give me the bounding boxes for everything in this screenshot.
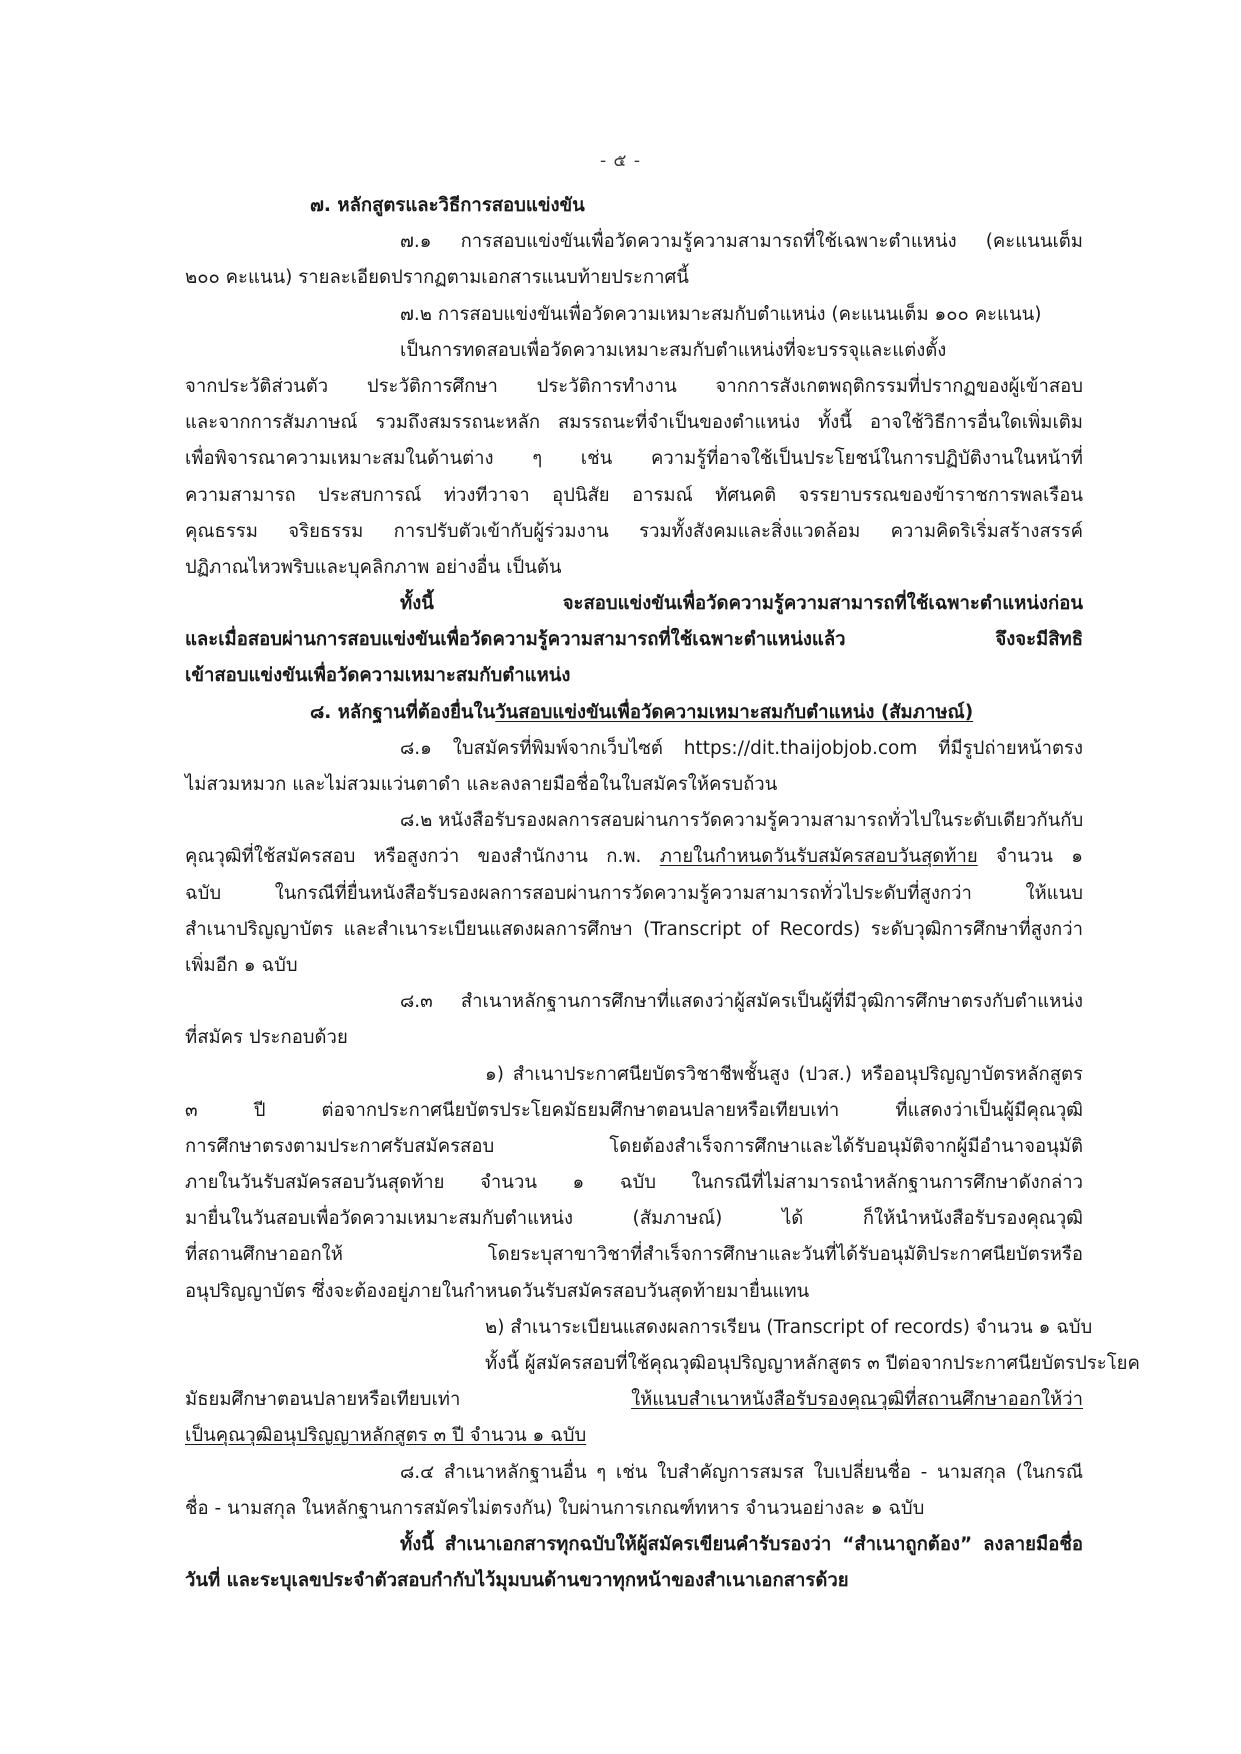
text-line [185,984,1083,1020]
text-span: ๘.๓ สำเนาหลักฐานการศึกษาที่แสดงว่าผู้สมัครเป็นผู้ที่มีวุฒิการศึกษาตรงกับตำแหน่ง [400,991,1083,1013]
text-line [185,260,1083,296]
text-span: ๘.๑ ใบสมัครที่พิมพ์จากเว็บไซต์ https://dit.thaijobjob.com ที่มีรูปถ่ายหน้าตรง [400,737,1083,759]
text-span: ทั้งนี้ จะสอบแข่งขันเพื่อวัดความรู้ความสามารถที่ใช้เฉพาะตำแหน่งก่อน [400,593,1083,615]
underlined-text: เป็นคุณวุฒิอนุปริญญาหลักสูตร ๓ ปี จำนวน ๑ ฉบับ [185,1425,587,1447]
text-span: ๒๐๐ คะแนน) รายละเอียดปรากฏตามเอกสารแนบท้ายประกาศนี้ [185,267,689,289]
underlined-text: วันสอบแข่งขันเพื่อวัดความเหมาะสมกับตำแหน่ง (สัมภาษณ์) [495,701,974,723]
text-line [185,1020,1083,1056]
text-line [185,695,1083,731]
text-line [185,912,1083,948]
text-span: ไม่สวมหมวก และไม่สวมแว่นตาดำ และลงลายมือชื่อในใบสมัครให้ครบถ้วน [185,774,778,795]
text-line [185,1201,1083,1237]
text-line [185,658,1083,694]
text-span: ๗.๒ การสอบแข่งขันเพื่อวัดความเหมาะสมกับตำแหน่ง (คะแนนเต็ม ๑๐๐ คะแนน) [400,303,1042,325]
text-span: ทั้งนี้ สำเนาเอกสารทุกฉบับให้ผู้สมัครเขียนคำรับรองว่า “สำเนาถูกต้อง” ลงลายมือชื่อ [400,1533,1083,1555]
text-span: และเมื่อสอบผ่านการสอบแข่งขันเพื่อวัดความรู้ความสามารถที่ใช้เฉพาะตำแหน่งแล้ว จึงจะมีสิทธิ [185,629,1083,651]
text-line [185,876,1083,912]
text-span: คุณวุฒิที่ใช้สมัครสอบ หรือสูงกว่า ของสำนักงาน ก.พ. [185,846,660,868]
text-span: เพิ่มอีก ๑ ฉบับ [185,954,298,976]
text-span: มายื่นในวันสอบเพื่อวัดความเหมาะสมกับตำแหน่ง (สัมภาษณ์) ได้ ก็ให้นำหนังสือรับรองคุณวุฒิ [185,1208,1083,1230]
text-line [185,405,1083,441]
text-line [185,803,1083,839]
text-line [185,1165,1083,1201]
text-span: วันที่ และระบุเลขประจำตัวสอบกำกับไว้มุมบนด้านขวาทุกหน้าของสำเนาเอกสารด้วย [185,1570,849,1592]
text-line [185,1527,1083,1563]
underlined-text: ให้แนบสำเนาหนังสือรับรองคุณวุฒิที่สถานศึกษาออกให้ว่า [631,1389,1083,1411]
text-span: จำนวน ๑ [977,846,1083,868]
text-span: ทั้งนี้ ผู้สมัครสอบที่ใช้คุณวุฒิอนุปริญญาหลักสูตร ๓ ปีต่อจากประกาศนียบัตรประโยค [485,1353,1140,1374]
text-span: ๘.๒ หนังสือรับรองผลการสอบผ่านการวัดความรู้ความสามารถทั่วไปในระดับเดียวกันกับ [400,810,1084,832]
text-span: เข้าสอบแข่งขันเพื่อวัดความเหมาะสมกับตำแหน่ง [185,665,571,687]
text-line [185,1129,1083,1165]
text-line [185,550,1083,586]
text-line [185,1491,1083,1527]
text-line [185,514,1083,550]
text-span: การศึกษาตรงตามประกาศรับสมัครสอบ โดยต้องสำเร็จการศึกษาและได้รับอนุมัติจากผู้มีอำนาจอนุมัติ [185,1135,1083,1157]
text-line [185,948,1083,984]
text-span: ที่สถานศึกษาออกให้ โดยระบุสาขาวิชาที่สำเร็จการศึกษาและวันที่ได้รับอนุมัติประกาศนียบัตรหรือ [185,1244,1083,1266]
text-line [185,1346,1140,1382]
text-span: ชื่อ - นามสกุล ในหลักฐานการสมัครไม่ตรงกัน) ใบผ่านการเกณฑ์ทหาร จำนวนอย่างละ ๑ ฉบับ [185,1497,925,1519]
text-span: เป็นการทดสอบเพื่อวัดความเหมาะสมกับตำแหน่งที่จะบรรจุและแต่งตั้ง [400,339,947,361]
text-span: มัธยมศึกษาตอนปลายหรือเทียบเท่า [185,1389,632,1411]
text-line [185,1382,1083,1418]
text-span: ๗. หลักสูตรและวิธีการสอบแข่งขัน [310,195,585,216]
text-line [185,1237,1083,1273]
text-span: และจากการสัมภาษณ์ รวมถึงสมรรถนะหลัก สมรรถนะที่จำเป็นของตำแหน่ง ทั้งนี้ อาจใช้วิธีการอื่นใดเพิ่มเติม [185,412,1083,434]
text-span: ๓ ปี ต่อจากประกาศนียบัตรประโยคมัธยมศึกษาตอนปลายหรือเทียบเท่า ที่แสดงว่าเป็นผู้มีคุณวุฒิ [185,1099,1083,1121]
text-span: ภายในวันรับสมัครสอบวันสุดท้าย จำนวน ๑ ฉบับ ในกรณีที่ไม่สามารถนำหลักฐานการศึกษาดังกล่าว [185,1172,1083,1194]
text-span: สำเนาปริญญาบัตร และสำเนาระเบียนแสดงผลการศึกษา (Transcript of Records) ระดับวุฒิการศึกษาที่สูงกว่า [185,918,1083,940]
text-line [185,369,1083,405]
text-span: ฉบับ ในกรณีที่ยื่นหนังสือรับรองผลการสอบผ่านการวัดความรู้ความสามารถทั่วไประดับที่สูงกว่า ให้แนบ [185,882,1083,904]
text-line [185,478,1083,514]
text-span: ๒) สำเนาระเบียนแสดงผลการเรียน (Transcript of records) จำนวน ๑ ฉบับ [485,1316,1093,1338]
text-span: ๗.๑ การสอบแข่งขันเพื่อวัดความรู้ความสามารถที่ใช้เฉพาะตำแหน่ง (คะแนนเต็ม [400,231,1083,253]
text-line [185,297,1083,333]
text-line [185,731,1083,767]
text-span: อนุปริญญาบัตร ซึ่งจะต้องอยู่ภายในกำหนดวันรับสมัครสอบวันสุดท้ายมายื่นแทน [185,1280,810,1302]
text-line [185,441,1083,477]
text-line [185,1093,1083,1129]
text-line [185,622,1083,658]
text-span: ที่สมัคร ประกอบด้วย [185,1027,348,1049]
document-body [185,188,1140,1599]
text-line [185,586,1083,622]
text-span: จากประวัติส่วนตัว ประวัติการศึกษา ประวัติการทำงาน จากการสังเกตพฤติกรรมที่ปรากฏของผู้เข้าสอบ [185,375,1083,397]
text-line [185,767,1083,803]
text-line [185,188,1083,224]
text-span: ๑) สำเนาประกาศนียบัตรวิชาชีพชั้นสูง (ปวส.) หรืออนุปริญญาบัตรหลักสูตร [485,1063,1083,1085]
text-span: ปฏิภาณไหวพริบและบุคลิกภาพ อย่างอื่น เป็นต้น [185,556,562,578]
text-line [185,1274,1083,1310]
page-number: - ๕ - [600,151,641,171]
text-span: ๘.๔ สำเนาหลักฐานอื่น ๆ เช่น ใบสำคัญการสมรส ใบเปลี่ยนชื่อ - นามสกุล (ในกรณี [400,1461,1083,1483]
text-span: คุณธรรม จริยธรรม การปรับตัวเข้ากับผู้ร่วมงาน รวมทั้งสังคมและสิ่งแวดล้อม ความคิดริเริ่มสร้างสรรค์ [185,520,1083,542]
underlined-text: ภายในกำหนดวันรับสมัครสอบวันสุดท้าย [659,846,978,868]
text-line [185,1563,1083,1599]
text-span: เพื่อพิจารณาความเหมาะสมในด้านต่าง ๆ เช่น ความรู้ที่อาจใช้เป็นประโยชน์ในการปฏิบัติงานในหน้าที่ [185,448,1083,470]
text-line [185,224,1083,260]
text-span: ๘. หลักฐานที่ต้องยื่นใน [310,701,496,723]
text-line [185,333,1083,369]
text-span: ความสามารถ ประสบการณ์ ท่วงทีวาจา อุปนิสัย อารมณ์ ทัศนคติ จรรยาบรรณของข้าราชการพลเรือน [185,484,1083,506]
text-line [185,1418,1083,1454]
text-line [185,1455,1083,1491]
text-line [185,1310,1093,1346]
text-line [185,1057,1083,1093]
text-line [185,839,1083,875]
